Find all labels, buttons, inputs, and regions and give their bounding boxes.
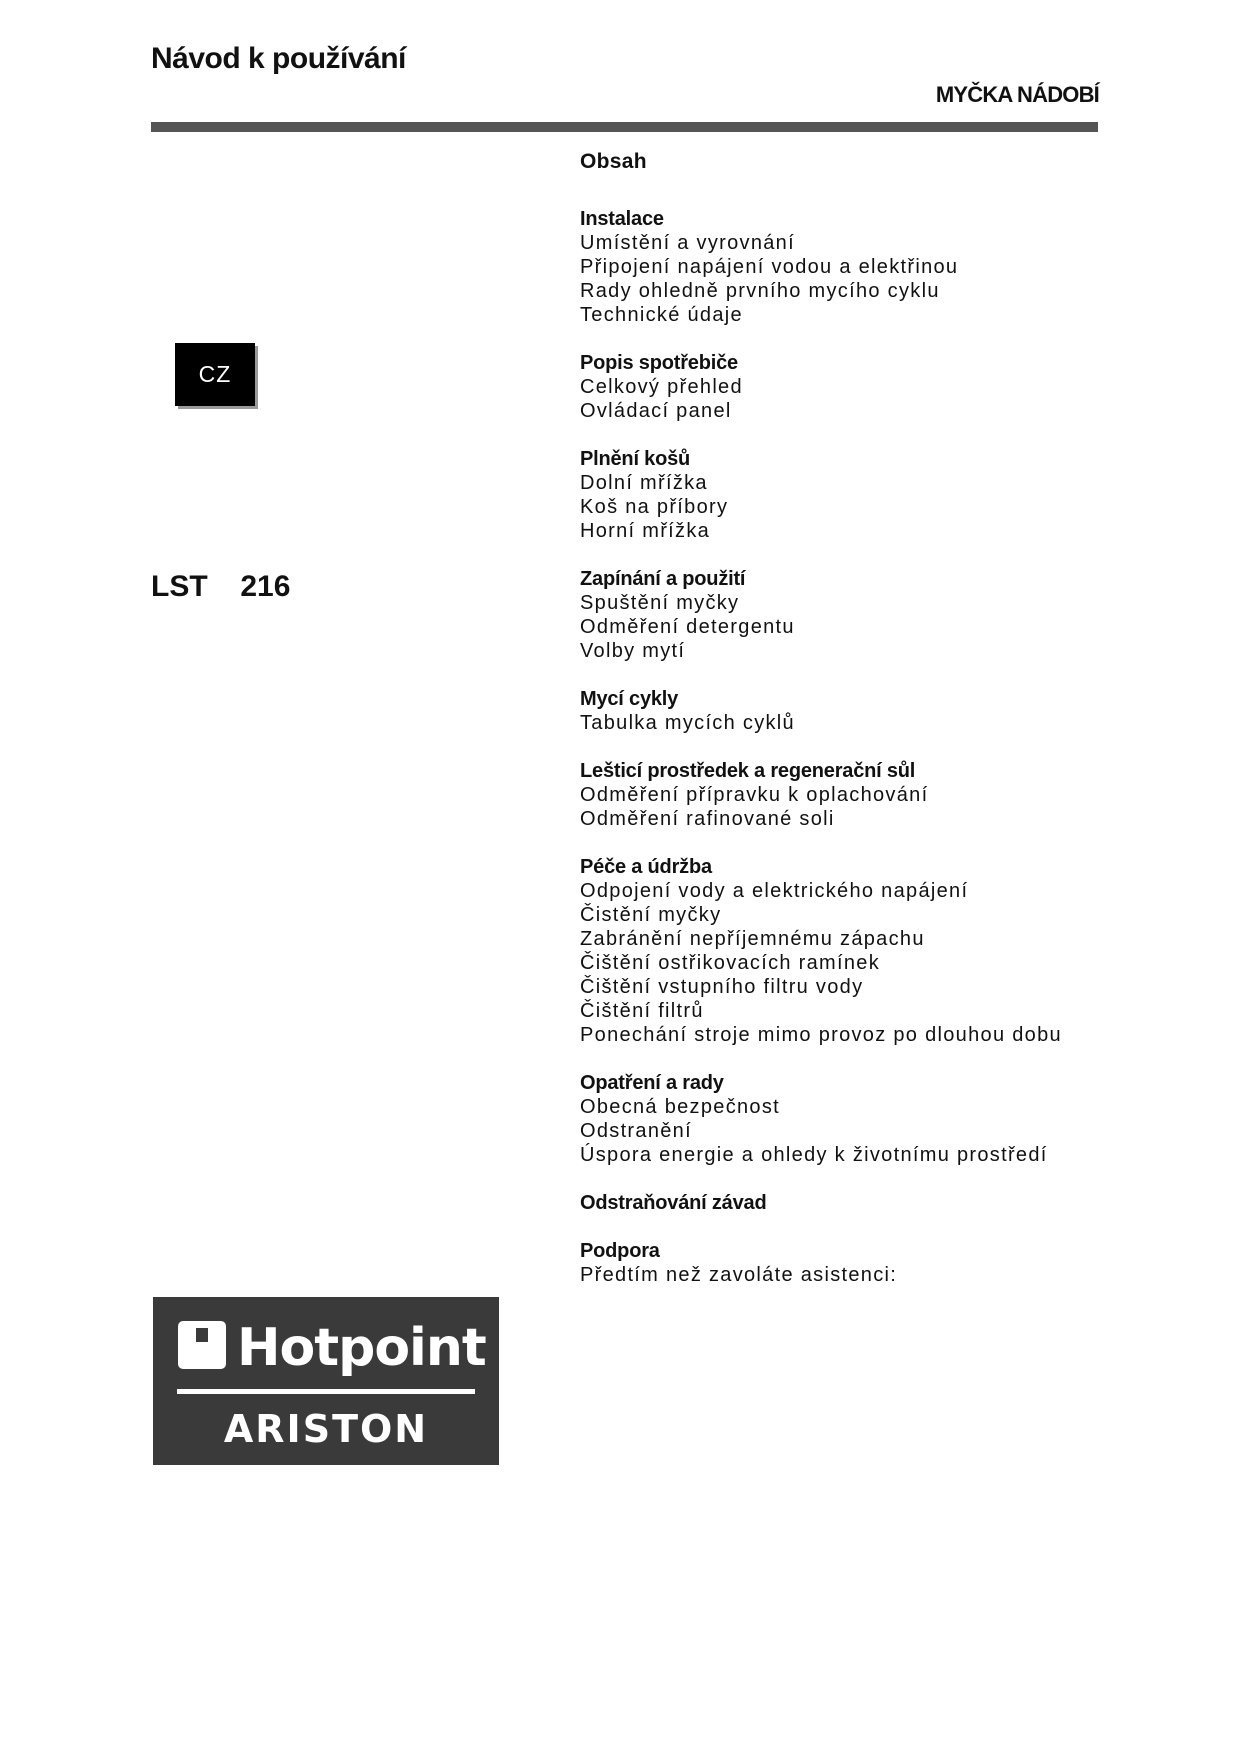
toc-section-title: Odstraňování závad <box>580 1192 767 1214</box>
toc-section-title: Opatření a rady <box>580 1072 724 1094</box>
model-number: LST 216 <box>151 570 291 603</box>
toc-item: Připojení napájení vodou a elektřinou <box>580 256 959 278</box>
toc-item: Umístění a vyrovnání <box>580 232 795 254</box>
toc-item: Rady ohledně prvního mycího cyklu <box>580 280 940 302</box>
toc-item: Tabulka mycích cyklů <box>580 712 795 734</box>
toc-section-list <box>580 207 1100 1287</box>
table-of-contents <box>580 150 1100 1311</box>
toc-section <box>580 759 1100 831</box>
toc-section <box>580 1239 1100 1287</box>
toc-section-title: Instalace <box>580 208 664 230</box>
header-divider <box>151 122 1098 132</box>
toc-item: Odpojení vody a elektrického napájení <box>580 880 969 902</box>
toc-item: Úspora energie a ohledy k životnímu prostředí <box>580 1144 1048 1166</box>
toc-item: Čištění ostřikovacích ramínek <box>580 952 881 974</box>
toc-section <box>580 855 1100 1047</box>
toc-item: Odměření detergentu <box>580 616 795 638</box>
toc-item: Odměření přípravku k oplachování <box>580 784 929 806</box>
brand-name-hotpoint: Hotpoint <box>237 1318 486 1378</box>
toc-section <box>580 447 1100 543</box>
toc-item: Obecná bezpečnost <box>580 1096 781 1118</box>
country-code-badge <box>175 343 255 406</box>
brand-divider-line <box>177 1389 475 1394</box>
toc-item: Dolní mřížka <box>580 472 708 494</box>
toc-section-title: Podpora <box>580 1240 660 1262</box>
toc-section-title: Popis spotřebiče <box>580 352 738 374</box>
toc-section-title: Zapínání a použití <box>580 568 746 590</box>
toc-section-title: Lešticí prostředek a regenerační sůl <box>580 760 916 782</box>
toc-item: Ovládací panel <box>580 400 732 422</box>
toc-heading: Obsah <box>580 150 647 173</box>
document-title: Návod k používání <box>151 42 406 75</box>
hotpoint-square-icon <box>178 1321 226 1369</box>
toc-section <box>580 1191 1100 1215</box>
hotpoint-ariston-logo <box>153 1297 499 1465</box>
toc-item: Technické údaje <box>580 304 743 326</box>
toc-item: Ponechání stroje mimo provoz po dlouhou dobu <box>580 1024 1062 1046</box>
brand-logo-graphic <box>153 1297 499 1465</box>
toc-item: Čištění filtrů <box>580 1000 704 1022</box>
product-type-label: MYČKA NÁDOBÍ <box>935 82 1099 107</box>
toc-item: Zabránění nepříjemnému zápachu <box>580 928 925 950</box>
brand-name-ariston: ARISTON <box>223 1407 429 1451</box>
toc-item: Spuštění myčky <box>580 592 740 614</box>
toc-section <box>580 207 1100 327</box>
toc-section <box>580 1071 1100 1167</box>
toc-item: Odstranění <box>580 1120 692 1142</box>
toc-section-title: Plnění košů <box>580 448 691 470</box>
toc-section-title: Péče a údržba <box>580 856 712 878</box>
toc-section <box>580 687 1100 735</box>
toc-item: Koš na příbory <box>580 496 729 518</box>
toc-section <box>580 567 1100 663</box>
toc-item: Čištění vstupního filtru vody <box>580 976 864 998</box>
toc-item: Volby mytí <box>580 640 686 662</box>
toc-section <box>580 351 1100 423</box>
toc-item: Čistění myčky <box>580 904 722 926</box>
toc-item: Horní mřížka <box>580 520 711 542</box>
country-code-label: CZ <box>198 361 232 387</box>
toc-item: Celkový přehled <box>580 376 743 398</box>
toc-item: Odměření rafinované soli <box>580 808 835 830</box>
toc-section-title: Mycí cykly <box>580 688 679 710</box>
toc-item: Předtím než zavoláte asistenci: <box>580 1264 898 1286</box>
